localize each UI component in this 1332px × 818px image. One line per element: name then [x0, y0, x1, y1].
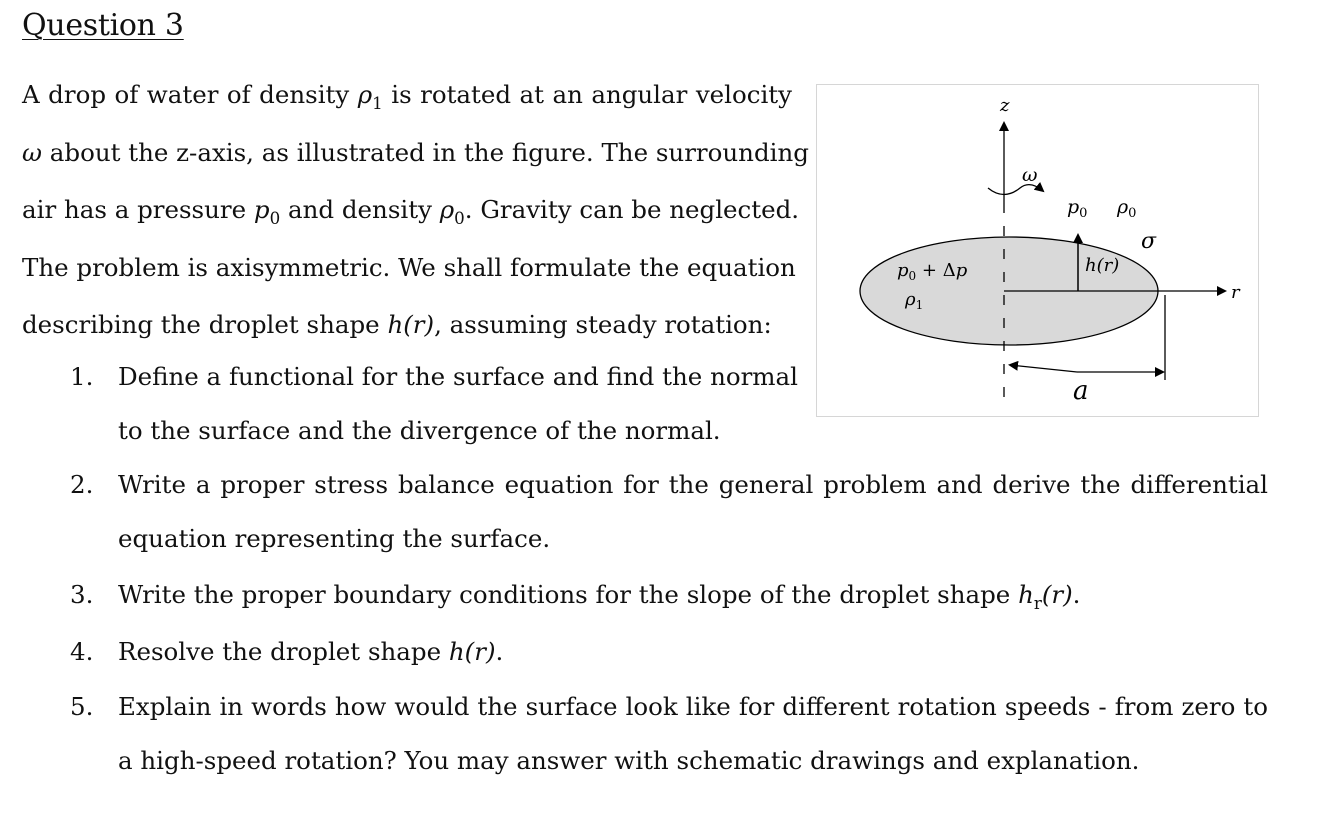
a-label: a [1073, 376, 1089, 406]
intro-line-2 [22, 124, 809, 182]
intro-line-5 [22, 296, 792, 354]
intro-line-4 [22, 239, 796, 297]
item-number: 2. [70, 470, 94, 499]
omega-label: ω [1022, 164, 1038, 186]
item-text: Resolve the droplet shape h(r). [118, 637, 504, 666]
intro-text: and density [288, 195, 432, 224]
droplet-diagram [817, 85, 1258, 416]
p0-symbol: $p_0$ [253, 195, 281, 228]
intro-paragraph [22, 66, 809, 354]
omega-symbol: ω [22, 137, 42, 167]
h-of-r-symbol: h(r) [448, 637, 496, 666]
intro-text: describing the droplet shape [22, 310, 380, 339]
item-text: to the surface and the divergence of the normal. [118, 416, 721, 445]
item-number: 4. [70, 637, 94, 666]
inside-pressure-label: $p_0 + \Delta p$ [897, 260, 968, 283]
intro-text: The problem is axisymmetric. We shall formulate the equation [22, 252, 796, 282]
a-dimension-arrow-left [1010, 365, 1077, 372]
item-text: Define a functional for the surface and find the normal [118, 362, 798, 391]
intro-text: A drop of water of density [22, 80, 350, 109]
item-text: Explain in words how would the surface look like for different rotation speeds - from zero to [118, 692, 1268, 721]
intro-text: is rotated at an angular velocity [391, 80, 792, 109]
rho0-label: $\rho_0$ [1117, 196, 1137, 221]
item-text: Write the proper boundary conditions for the slope of the droplet shape $h_r(r)$. [118, 580, 1081, 613]
intro-text: about the z-axis, as illustrated in the figure. The surrounding [49, 137, 809, 167]
intro-line-3 [22, 181, 800, 239]
item-number: 5. [70, 692, 94, 721]
intro-text: . Gravity can be neglected. [464, 195, 800, 224]
droplet-figure [816, 84, 1259, 417]
rho0-symbol: $\rho_0$ [439, 195, 465, 228]
question-title: Question 3 [22, 8, 184, 43]
item-text: Write a proper stress balance equation for the general problem and derive the differential [118, 470, 1268, 499]
intro-line-1 [22, 66, 792, 124]
z-label: z [1000, 95, 1010, 116]
intro-text: , assuming steady rotation: [434, 310, 772, 339]
intro-text: air has a pressure [22, 195, 247, 224]
hr-of-r-symbol: $h_r(r)$ [1018, 580, 1073, 613]
item-text: a high-speed rotation? You may answer with schematic drawings and explanation. [118, 746, 1140, 775]
item-number: 1. [70, 362, 94, 391]
inside-density-label: $\rho_1$ [905, 289, 924, 312]
rho1-symbol: $\rho_1$ [357, 80, 383, 113]
omega-arrow [988, 185, 1043, 195]
h-of-r-symbol: h(r) [387, 310, 435, 339]
item-text: equation representing the surface. [118, 524, 551, 553]
p0-label: $p_0$ [1067, 196, 1088, 221]
item-number: 3. [70, 580, 94, 609]
h-label: h(r) [1085, 255, 1120, 276]
r-label: r [1231, 282, 1240, 303]
sigma-label: σ [1141, 229, 1157, 254]
